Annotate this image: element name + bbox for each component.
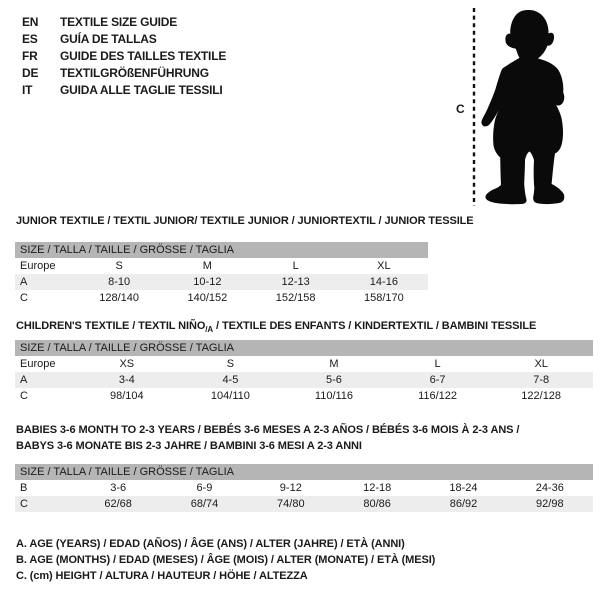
table-cell: 18-24 [449,482,478,494]
table-cell: 12-13 [281,276,310,288]
row-label: C [20,390,28,402]
height-measure-figure [450,0,600,212]
table-row-a [15,274,428,290]
row-label: A [20,276,28,288]
legend-line-b: B. AGE (MONTHS) / EDAD (MESES) / ÂGE (MOIS) / ALTER (MONATE) / ETÀ (MESI) [16,554,436,566]
lang-code: DE [22,65,39,80]
table-cell: 98/104 [109,390,144,402]
table-cell: L [434,358,441,370]
table-cell: 140/152 [187,292,228,304]
baby-silhouette-path [481,10,564,204]
table-cell: 12-18 [363,482,392,494]
table-cell: S [226,358,235,370]
row-label: C [20,498,28,510]
lang-label: TEXTILE SIZE GUIDE [60,14,178,29]
table-cell: 116/122 [418,390,458,402]
table-cell: 158/170 [363,292,404,304]
lang-code: ES [22,31,38,46]
table-cell: 68/74 [190,498,219,510]
table-cell: 104/110 [210,390,250,402]
lang-row-en [22,13,226,30]
row-label: C [20,292,28,304]
lang-code: FR [22,48,38,63]
table-cell: 7-8 [533,374,550,386]
lang-label: GUIDA ALLE TAGLIE TESSILI [60,82,223,97]
lang-label: TEXTILGRÖßENFÜHRUNG [60,65,209,80]
lang-row-es [22,30,226,47]
language-title-block [22,13,226,98]
table-cell: 6-9 [196,482,213,494]
children-title-sub: /A [205,325,214,335]
table-cell: 110/116 [314,390,354,402]
table-row-c [15,496,593,512]
table-row-europe [15,258,428,274]
children-size-table [15,340,593,404]
measurement-legend [16,536,435,584]
table-cell: S [115,260,123,272]
table-cell: 86/92 [449,498,478,510]
table-cell: L [292,260,299,272]
table-cell: 74/80 [277,498,305,510]
table-cell: 9-12 [279,482,302,494]
table-cell: 128/140 [99,292,139,304]
table-row-europe [15,356,593,372]
table-row-b [15,480,593,496]
babies-title-line1: BABIES 3-6 MONTH TO 2-3 YEARS / BEBÉS 3-6 MESES A 2-3 AÑOS / BÉBÉS 3-6 MOIS À 2-3 ANS / [16,424,520,436]
lang-label: GUÍA DE TALLAS [60,31,157,46]
table-cell: XS [119,358,135,370]
lang-code: EN [22,14,39,29]
table-cell: 5-6 [326,374,342,386]
babies-table-title [16,422,519,454]
size-header-bar: SIZE / TALLA / TAILLE / GRÖSSE / TAGLIA [15,340,593,356]
row-label: Europe [20,260,56,272]
legend-line-c: C. (cm) HEIGHT / ALTURA / HAUTEUR / HÖHE / ALTEZZA [16,570,308,582]
table-cell: XL [534,358,548,370]
table-cell: 10-12 [193,276,222,288]
table-cell: 8-10 [108,276,131,288]
babies-size-table [15,464,593,512]
junior-size-table [15,242,428,306]
lang-code: IT [22,82,33,97]
measure-c-label: C [456,102,465,116]
table-cell: 62/68 [104,498,132,510]
table-row-c [15,388,593,404]
children-title-post: / TEXTILE DES ENFANTS / KINDERTEXTIL / BAMBINI TESSILE [213,320,537,332]
table-cell: 24-36 [535,482,564,494]
lang-row-de [22,64,226,81]
children-title-pre: CHILDREN'S TEXTILE / TEXTIL NIÑO [16,320,206,332]
baby-toddler-silhouette-icon [450,0,600,212]
row-label: Europe [20,358,56,370]
lang-row-fr [22,47,226,64]
table-cell: M [202,260,212,272]
table-cell: 92/98 [536,498,564,510]
table-row-a [15,372,593,388]
size-header-bar: SIZE / TALLA / TAILLE / GRÖSSE / TAGLIA [15,464,593,480]
table-cell: XL [377,260,391,272]
lang-row-it [22,81,226,98]
table-row-c [15,290,428,306]
table-cell: 152/158 [275,292,316,304]
junior-table-title: JUNIOR TEXTILE / TEXTIL JUNIOR/ TEXTILE JUNIOR / JUNIORTEXTIL / JUNIOR TESSILE [16,215,474,227]
row-label: B [20,482,28,494]
babies-title-line2: BABYS 3-6 MONATE BIS 2-3 JAHRE / BAMBINI 3-6 MESI A 2-3 ANNI [16,440,362,452]
lang-label: GUIDE DES TAILLES TEXTILE [60,48,227,63]
table-cell: 80/86 [363,498,391,510]
legend-line-a: A. AGE (YEARS) / EDAD (AÑOS) / ÂGE (ANS) / ALTER (JAHRE) / ETÀ (ANNI) [16,538,405,550]
table-cell: M [329,358,339,370]
children-table-title [16,320,536,334]
table-cell: 122/128 [521,390,562,402]
table-cell: 3-6 [110,482,127,494]
row-label: A [20,374,28,386]
table-cell: 3-4 [118,374,135,386]
table-cell: 14-16 [369,276,398,288]
table-cell: 4-5 [222,374,239,386]
table-cell: 6-7 [429,374,446,386]
size-header-bar: SIZE / TALLA / TAILLE / GRÖSSE / TAGLIA [15,242,428,258]
